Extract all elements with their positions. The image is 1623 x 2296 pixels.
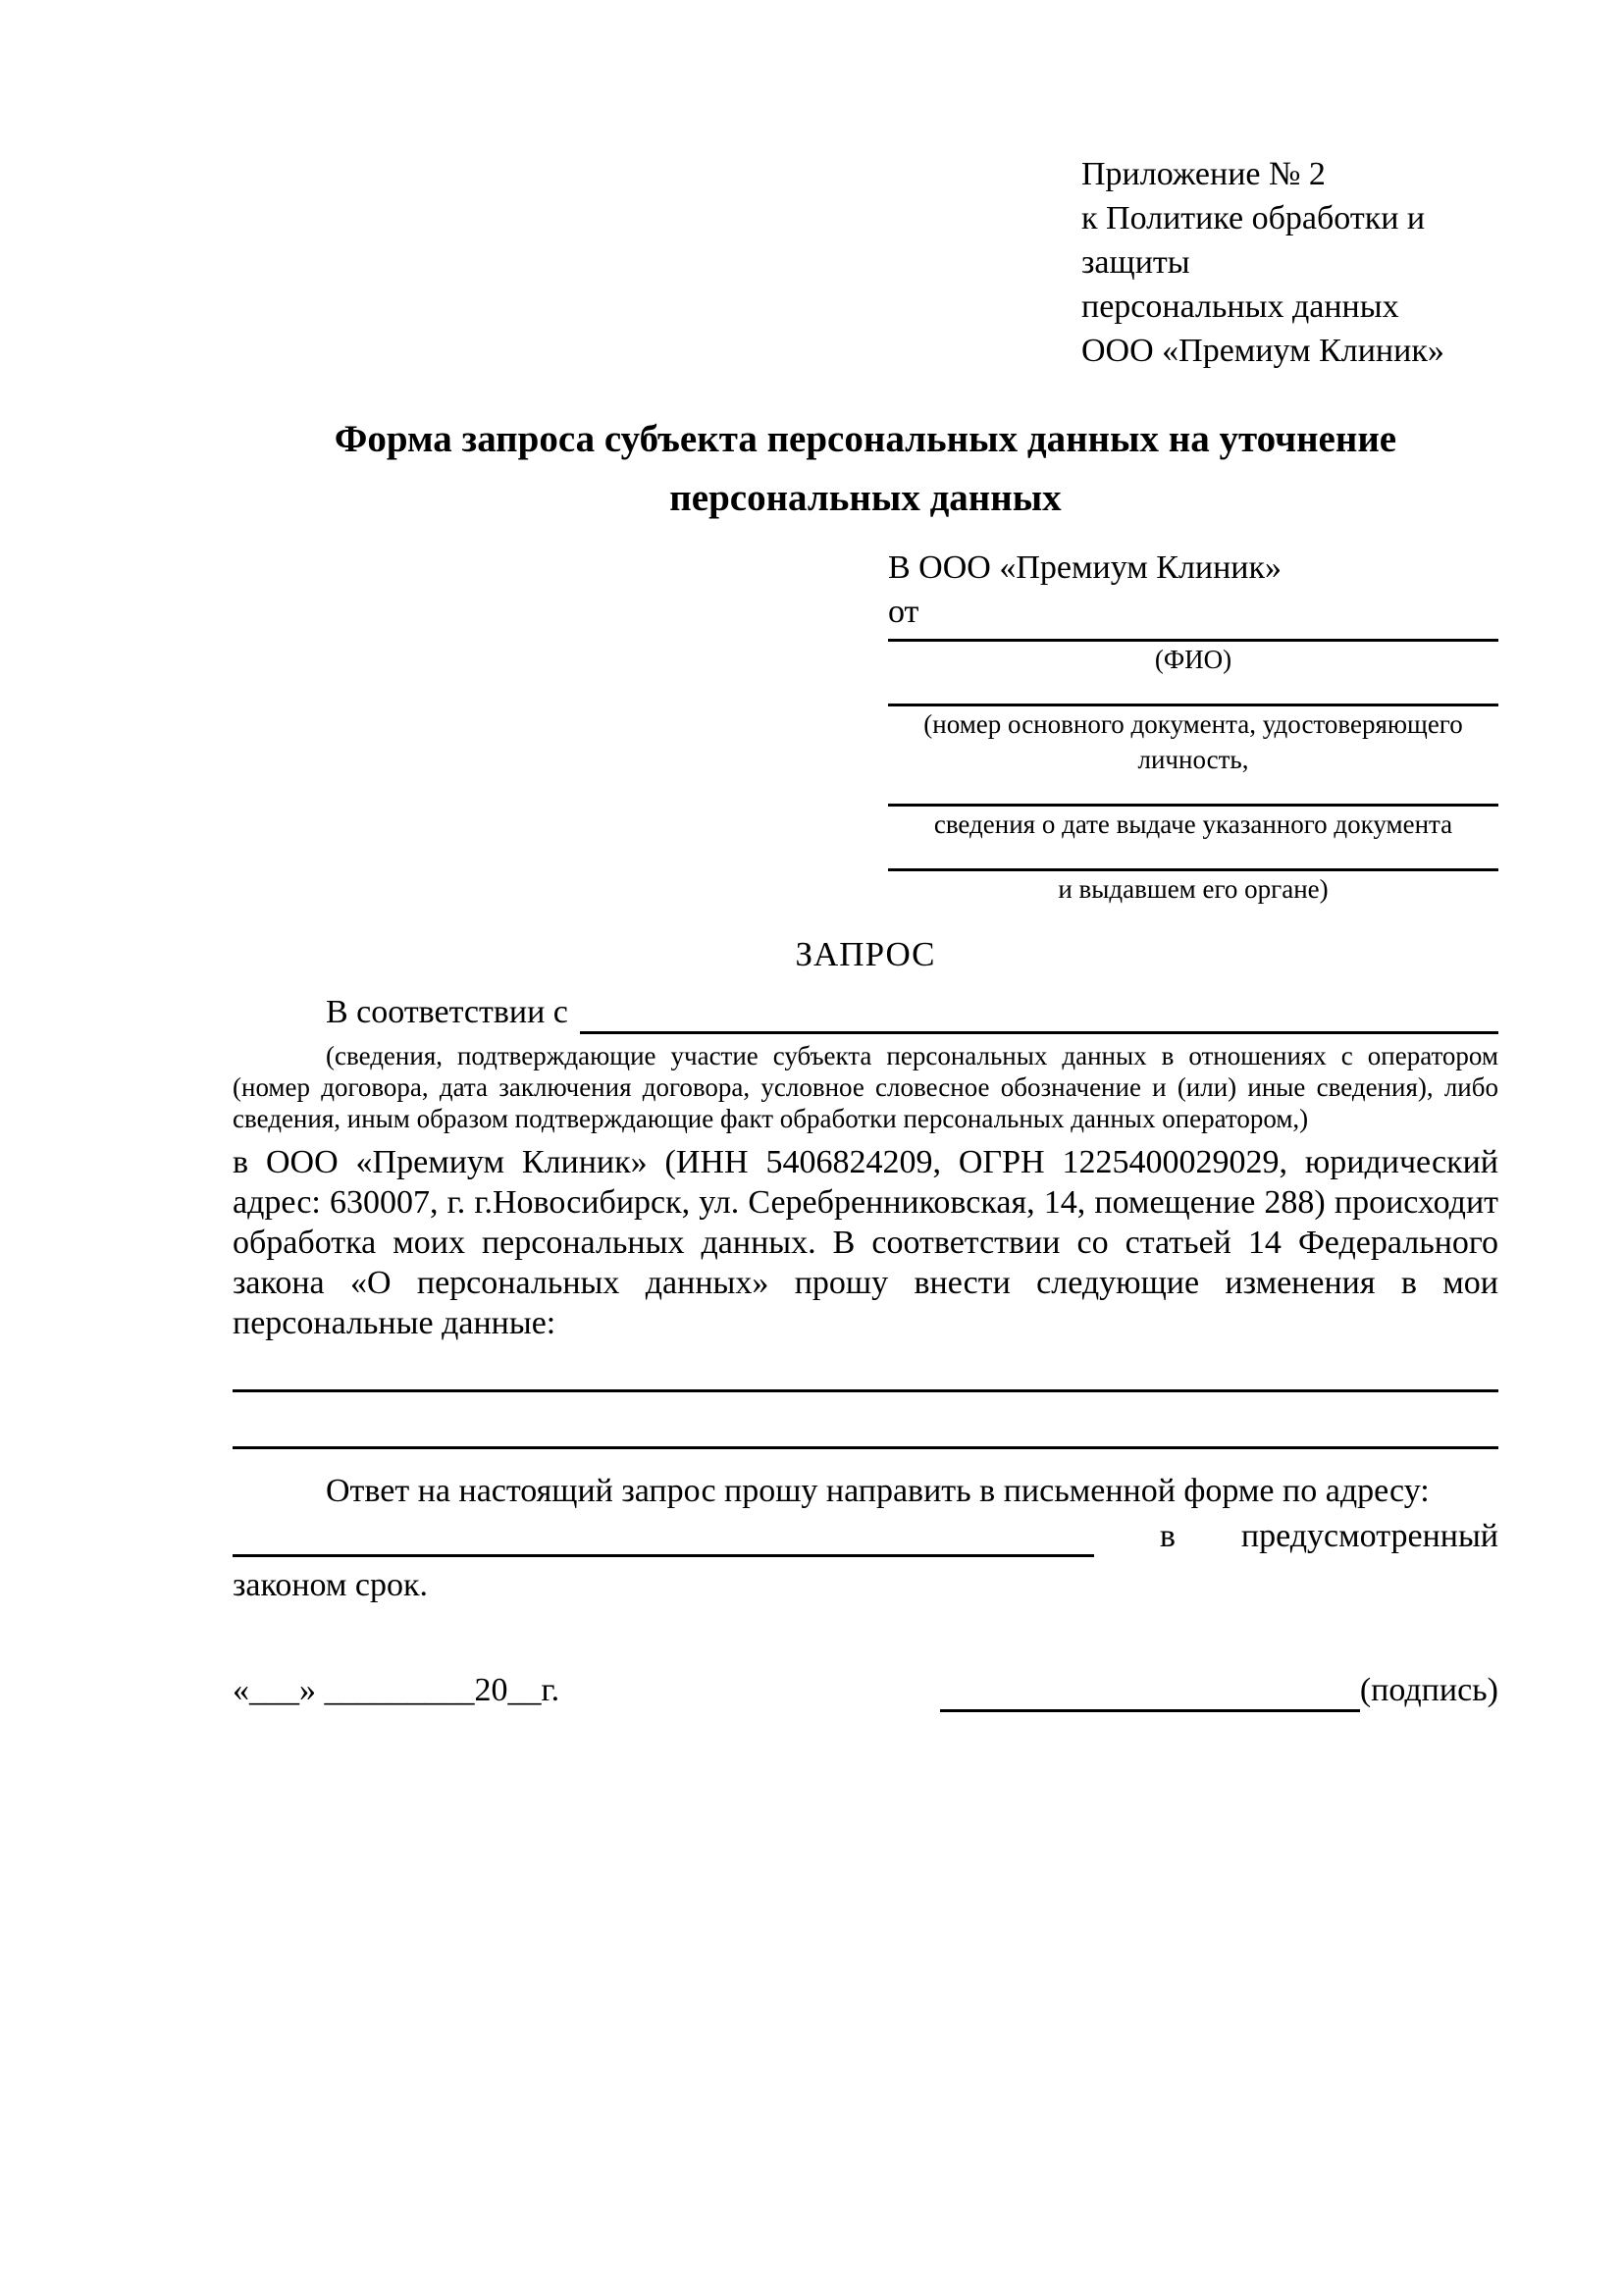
addressee-block [888,546,1498,907]
accordance-row [233,991,1498,1034]
reply-address-row [233,1516,1498,1557]
issuing-authority-label: и выдавшем его органе) [1058,874,1329,904]
annex-line: ООО «Премиум Клиник» [1081,333,1444,369]
issue-date-label: сведения о дате выдаче указанного документа [933,809,1453,839]
reply-address-paragraph: Ответ на настоящий запрос прошу направить в письменной форме по адресу: [326,1473,1430,1509]
document-number-label: (номер основного документа, удостоверяющего личность, [923,709,1463,774]
request-heading: ЗАПРОС [795,935,936,973]
annex-line: к Политике обработки и защиты [1081,200,1426,281]
fio-input-line[interactable] [888,634,1498,642]
signature-label: (подпись) [1359,1672,1498,1708]
reply-tail-word-stipulated: предусмотренный [1240,1518,1498,1554]
issue-date-input-line[interactable] [888,777,1498,807]
date-signature-row [233,1669,1498,1712]
reply-end-text: законом срок. [233,1567,428,1603]
document-title: Форма запроса субъекта персональных данных на уточнение персональных данных [334,418,1397,519]
footnote-text: (сведения, подтверждающие участие субъекта персональных данных в отношениях с оператором (номер договора, дата заключения договора, условное словесное обозначение и (или) иные сведения), либо сведения, иным образом подтверждающие факт обработки персональных данных оператором,) [233,1041,1498,1133]
accordance-input-line[interactable] [580,995,1498,1034]
addressee-from: от [888,594,919,630]
changes-input-line-2[interactable] [233,1392,1498,1449]
accordance-prefix-text: В соответствии с [326,994,568,1030]
reply-tail-word-in: в [1159,1518,1176,1554]
request-body-paragraph: в ООО «Премиум Клиник» (ИНН 5406824209, ОГРН 1225400029029, юридический адрес: 630007, г. г.Новосибирск, ул. Серебренниковская, 14, помещение 288) происходит обработка моих персональных данных. В соответствии со статьей 14 Федерального закона «О персональных данных» прошу внести следующие изменения в мои персональные данные: [233,1144,1498,1341]
changes-input-line-1[interactable] [233,1343,1498,1392]
fio-label: (ФИО) [1154,645,1232,674]
signature-input-line[interactable] [940,1675,1360,1712]
annex-reference [1081,152,1503,373]
addressee-to: В ООО «Премиум Клиник» [888,549,1283,586]
annex-line: персональных данных [1081,288,1399,325]
signature-group [940,1669,1498,1712]
issuing-authority-input-line[interactable] [888,842,1498,871]
address-input-line[interactable] [233,1520,1094,1557]
annex-line: Приложение № 2 [1081,156,1326,192]
document-number-input-line[interactable] [888,677,1498,706]
date-blank-text[interactable]: «___» _________20__г. [233,1672,560,1708]
